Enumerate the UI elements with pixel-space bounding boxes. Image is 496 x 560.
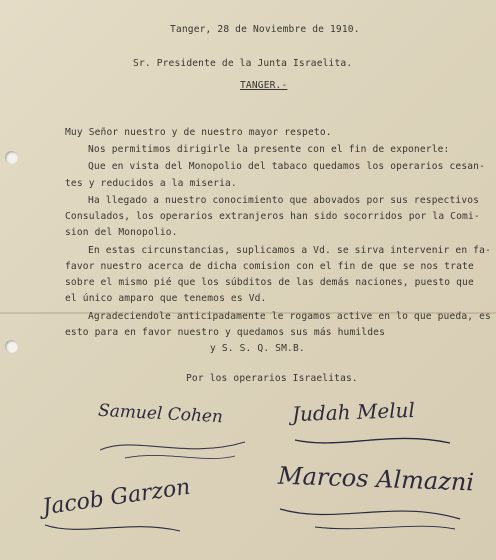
- punch-hole-top: [5, 151, 18, 164]
- signature-judah-text: Judah Melul: [291, 397, 416, 427]
- date-line: Tanger, 28 de Noviembre de 1910.: [170, 24, 360, 35]
- body-line: esto para en favor nuestro y quedamos sus más humildes: [65, 327, 385, 338]
- signature-samuel-text: Samuel Cohen: [97, 400, 224, 428]
- body-line: tes y reducidos a la miseria.: [65, 178, 237, 189]
- signature-samuel: [98, 401, 224, 428]
- body-line: y S. S. Q. SM.B.: [210, 343, 305, 354]
- addressee: Sr. Presidente de la Junta Israelita.: [133, 58, 353, 69]
- body-line: Ha llegado a nuestro conocimiento que abovados por sus respectivos: [88, 195, 480, 206]
- signature-marcos-text: Marcos Almazni: [277, 461, 475, 497]
- body-line: Que en vista del Monopolio del tabaco quedamos los operarios cesan-: [88, 161, 486, 172]
- punch-hole-bottom: [5, 340, 18, 353]
- signature-jacob-flourish: [40, 515, 190, 545]
- signature-marcos: [278, 462, 475, 497]
- body-line: Nos permitimos dirigirle la presente con el fin de exponerle:: [88, 144, 450, 155]
- body-line: el único amparo que tenemos es Vd.: [65, 293, 267, 304]
- body-line: En estas circunstancias, suplicamos a Vd. se sirva intervenir en fa-: [88, 245, 491, 256]
- body-line: sobre el mismo pié que los súbditos de las demás naciones, puesto que: [65, 277, 474, 288]
- signature-samuel-flourish: [95, 430, 255, 470]
- body-line: favor nuestro acerca de dicha comision con el fin de que se nos trate: [65, 261, 474, 272]
- body-line: Consulados, los operarios extranjeros han sido socorridos por la Comi-: [65, 211, 480, 222]
- addressee-city: TANGER.-: [240, 80, 288, 91]
- body-line: Agradeciendole anticipadamente le rogamos active en lo que pueda, es: [88, 311, 491, 322]
- signature-judah-flourish: [290, 425, 460, 455]
- salutation: Muy Señor nuestro y de nuestro mayor respeto.: [65, 127, 332, 138]
- signature-jacob-text: Jacob Garzon: [40, 474, 192, 521]
- signature-judah: [292, 398, 416, 426]
- closing-line: Por los operarios Israelitas.: [186, 373, 358, 384]
- body-line: sion del Monopolio.: [65, 227, 178, 238]
- signature-marcos-flourish: [275, 497, 465, 537]
- signature-jacob: [41, 475, 192, 520]
